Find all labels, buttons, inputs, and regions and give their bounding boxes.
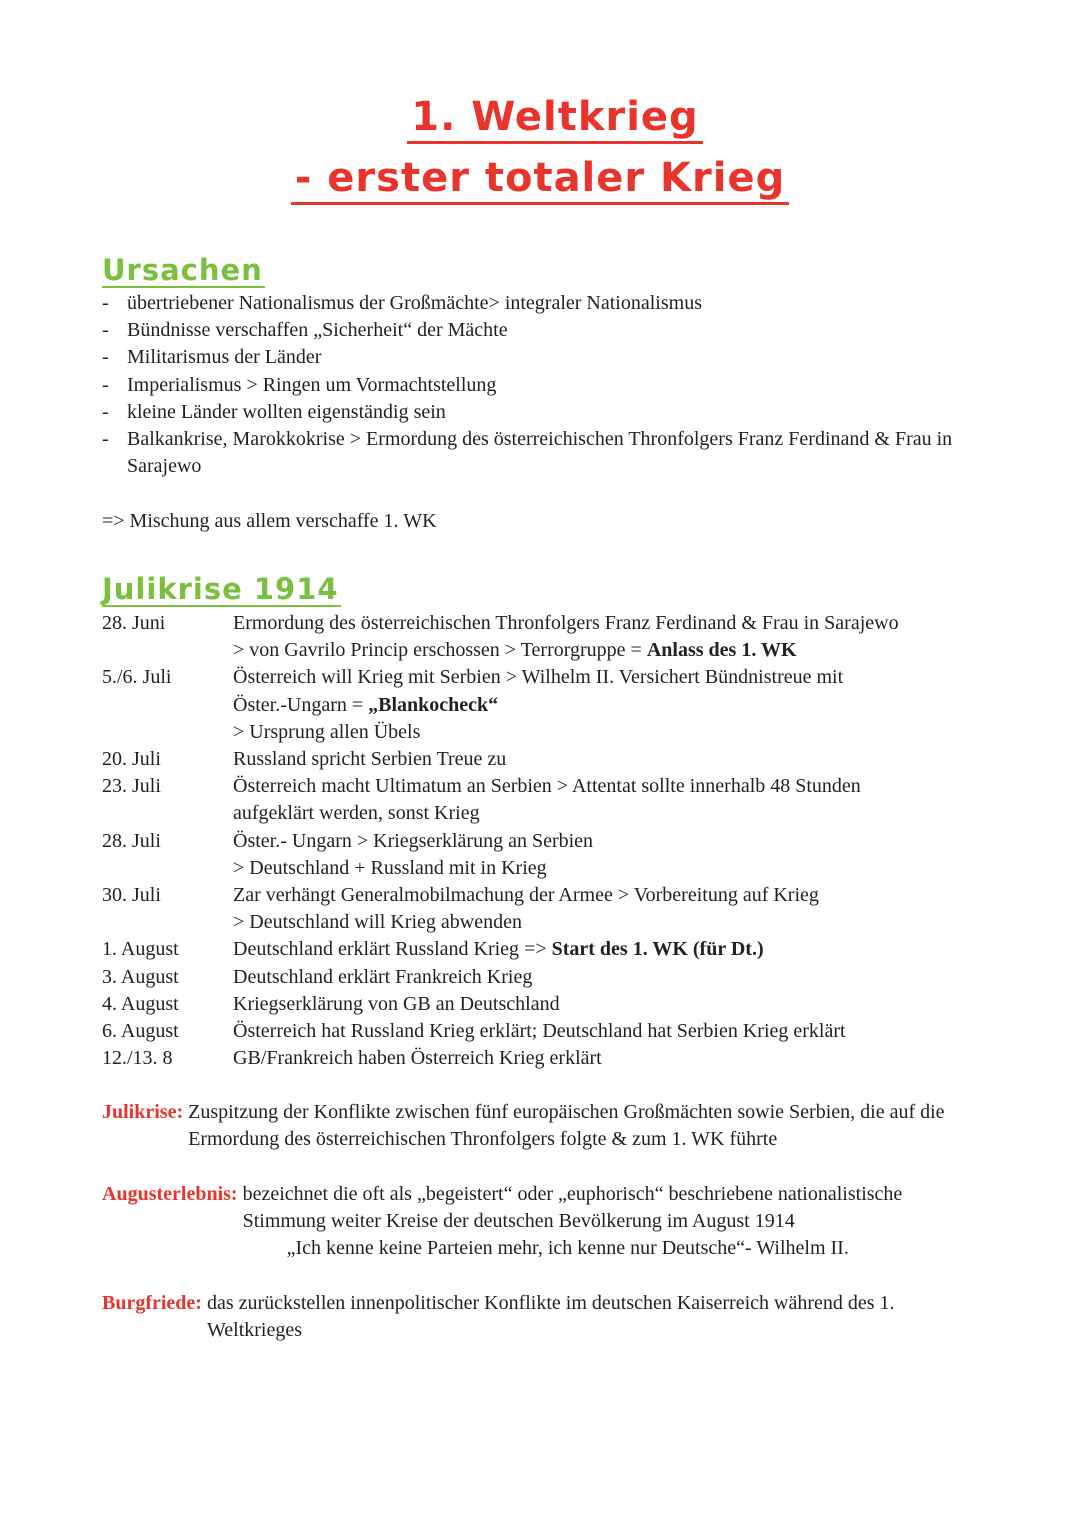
timeline-desc (233, 773, 982, 827)
timeline-text: Deutschland erklärt Russland Krieg => (233, 938, 552, 961)
timeline-row (102, 964, 982, 991)
timeline-date: 4. August (102, 992, 179, 1015)
timeline-line: Zar verhängt Generalmobilmachung der Armee > Vorbereitung auf Krieg (233, 884, 819, 907)
list-item: - kleine Länder wollten eigenständig sein (102, 399, 972, 426)
timeline-date: 30. Juli (102, 884, 161, 907)
timeline-text: > von Gavrilo Princip erschossen > Terrorgruppe = (233, 639, 647, 662)
timeline-date: 23. Juli (102, 775, 161, 798)
page-title: 1. Weltkrieg (407, 95, 702, 144)
list-item: - Militarismus der Länder (102, 344, 972, 371)
timeline-date: 3. August (102, 965, 179, 988)
heading-ursachen: Ursachen (102, 253, 263, 287)
title-block (0, 95, 1080, 205)
definition-text: Zuspitzung der Konflikte zwischen fünf europäischen Großmächten sowie Serbien, die auf die Ermordung des österreichischen Thronfolgers folgte & zum 1. WK führte (188, 1101, 945, 1151)
timeline-line: > Deutschland + Russland mit in Krieg (233, 856, 547, 879)
timeline-line: Österreich will Krieg mit Serbien > Wilhelm II. Versichert Bündnistreue mit (233, 666, 844, 689)
definition-term: Augusterlebnis: (102, 1183, 238, 1205)
timeline-row (102, 773, 982, 827)
timeline-line: aufgeklärt werden, sonst Krieg (233, 802, 480, 825)
timeline-line: GB/Frankreich haben Österreich Krieg erklärt (233, 1047, 602, 1070)
timeline-desc (233, 882, 982, 936)
timeline-row (102, 610, 982, 664)
timeline-desc (233, 964, 982, 991)
timeline-date: 20. Juli (102, 748, 161, 771)
timeline-line (233, 936, 982, 963)
list-item: - übertriebener Nationalismus der Großmächte> integraler Nationalismus (102, 290, 972, 317)
timeline-row (102, 936, 982, 963)
page-subtitle: - erster totaler Krieg (291, 156, 790, 205)
timeline-line: Russland spricht Serbien Treue zu (233, 748, 507, 771)
timeline-line (233, 692, 982, 719)
definition-augusterlebnis (102, 1181, 982, 1263)
timeline-date: 5./6. Juli (102, 666, 172, 689)
timeline-text: Öster.-Ungarn = (233, 693, 369, 716)
definition-burgfriede (102, 1290, 982, 1344)
definition-julikrise (102, 1099, 982, 1153)
timeline-desc (233, 828, 982, 882)
timeline-desc (233, 746, 982, 773)
timeline-line: Kriegserklärung von GB an Deutschland (233, 992, 560, 1015)
timeline-bold: Start des 1. WK (für Dt.) (551, 938, 764, 961)
timeline-line: > Deutschland will Krieg abwenden (233, 911, 522, 934)
timeline-row (102, 664, 982, 746)
timeline-date: 12./13. 8 (102, 1047, 173, 1070)
timeline-desc (233, 664, 982, 746)
timeline-line: Ermordung des österreichischen Thronfolgers Franz Ferdinand & Frau in Sarajewo (233, 612, 899, 634)
timeline-desc (233, 1045, 982, 1072)
timeline-line: Öster.- Ungarn > Kriegserklärung an Serbien (233, 829, 594, 852)
definition-text: bezeichnet die oft als „begeistert“ oder „euphorisch“ beschriebene nationalistische Stimmung weiter Kreise der deutschen Bevölkerung im August 1914 (242, 1183, 903, 1233)
timeline-row (102, 746, 982, 773)
timeline-row (102, 991, 982, 1018)
timeline-desc (233, 991, 982, 1018)
timeline-desc (233, 936, 982, 963)
timeline-date: 28. Juni (102, 612, 166, 634)
list-item: - Balkankrise, Marokkokrise > Ermordung des österreichischen Thronfolgers Franz Ferdinand & Frau in Sarajewo (102, 426, 972, 480)
heading-julikrise: Julikrise 1914 (102, 572, 339, 606)
timeline-row (102, 828, 982, 882)
timeline-row (102, 1018, 982, 1045)
timeline-line: Österreich macht Ultimatum an Serbien > Attentat sollte innerhalb 48 Stunden (233, 775, 861, 798)
definition-term: Julikrise: (102, 1101, 184, 1123)
timeline-row (102, 882, 982, 936)
timeline-date: 6. August (102, 1020, 179, 1043)
timeline-line: Österreich hat Russland Krieg erklärt; Deutschland hat Serbien Krieg erklärt (233, 1020, 846, 1043)
timeline-line: Deutschland erklärt Frankreich Krieg (233, 965, 533, 988)
timeline-date: 1. August (102, 938, 179, 961)
definition-text: das zurückstellen innenpolitischer Konflikte im deutschen Kaiserreich während des 1. Weltkrieges (206, 1292, 895, 1342)
list-item: - Bündnisse verschaffen „Sicherheit“ der Mächte (102, 317, 972, 344)
timeline-desc (233, 1018, 982, 1045)
timeline-bold: Anlass des 1. WK (646, 639, 797, 662)
timeline-bold: „Blankocheck“ (368, 693, 499, 716)
timeline-row (102, 1045, 982, 1072)
definition-quote: „Ich kenne keine Parteien mehr, ich kenne nur Deutsche“- Wilhelm II. (286, 1237, 849, 1260)
timeline-line (233, 637, 982, 664)
timeline-line: > Ursprung allen Übels (233, 720, 421, 743)
ursachen-list (102, 290, 972, 480)
timeline-desc (233, 610, 982, 664)
definition-term: Burgfriede: (102, 1292, 202, 1314)
timeline-date: 28. Juli (102, 829, 161, 852)
timeline (102, 610, 982, 1072)
ursachen-conclusion: => Mischung aus allem verschaffe 1. WK (102, 510, 437, 532)
list-item: - Imperialismus > Ringen um Vormachtstellung (102, 372, 972, 399)
